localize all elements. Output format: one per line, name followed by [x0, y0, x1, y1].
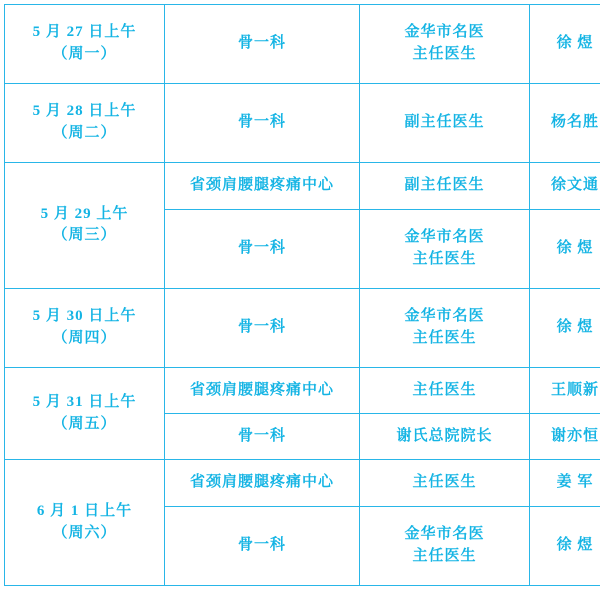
doctor-cell: 徐文通: [530, 163, 600, 209]
department-cell: 骨一科: [165, 506, 360, 585]
title-line-1: 金华市名医: [404, 24, 485, 41]
date-primary: 6 月 1 日上午: [36, 502, 133, 519]
date-weekday: （周六）: [52, 524, 117, 541]
title-cell: [360, 414, 530, 460]
department-cell: 省颈肩腰腿疼痛中心: [165, 460, 360, 506]
date-weekday: （周四）: [52, 329, 117, 346]
date-weekday: （周三）: [52, 227, 117, 244]
title-cell: [360, 84, 530, 163]
title-cell: [360, 163, 530, 209]
schedule-date-cell: [5, 5, 165, 84]
date-weekday: （周一）: [52, 46, 117, 63]
doctor-cell: 徐 煜: [530, 506, 600, 585]
department-cell: 省颈肩腰腿疼痛中心: [165, 163, 360, 209]
table-row: [5, 5, 600, 84]
date-primary: 5 月 29 上午: [40, 205, 129, 222]
table-row: [5, 460, 600, 506]
department-cell: 骨一科: [165, 84, 360, 163]
date-weekday: （周二）: [52, 125, 117, 142]
date-primary: 5 月 31 日上午: [32, 393, 137, 410]
date-primary: 5 月 27 日上午: [32, 24, 137, 41]
title-line-1: 金华市名医: [404, 228, 485, 245]
doctor-cell: 姜 军: [530, 460, 600, 506]
title-cell: [360, 367, 530, 413]
schedule-date-cell: [5, 460, 165, 586]
department-cell: 骨一科: [165, 414, 360, 460]
doctor-cell: 徐 煜: [530, 209, 600, 288]
title-cell: [360, 506, 530, 585]
department-cell: 骨一科: [165, 5, 360, 84]
schedule-table: [4, 4, 600, 586]
date-primary: 5 月 30 日上午: [32, 307, 137, 324]
title-cell: [360, 5, 530, 84]
table-row: [5, 163, 600, 209]
date-weekday: （周五）: [52, 415, 117, 432]
doctor-cell: 杨名胜: [530, 84, 600, 163]
doctor-cell: 徐 煜: [530, 5, 600, 84]
date-primary: 5 月 28 日上午: [32, 103, 137, 120]
title-cell: [360, 460, 530, 506]
doctor-cell: 王顺新: [530, 367, 600, 413]
title-line-1: 主任医生: [412, 381, 477, 398]
department-cell: 省颈肩腰腿疼痛中心: [165, 367, 360, 413]
table-row: [5, 288, 600, 367]
doctor-cell: 谢亦恒: [530, 414, 600, 460]
title-line-1: 谢氏总院院长: [396, 427, 493, 444]
title-line-2: 主任医生: [412, 250, 477, 267]
title-line-1: 金华市名医: [404, 307, 485, 324]
doctor-cell: 徐 煜: [530, 288, 600, 367]
schedule-date-cell: [5, 163, 165, 288]
title-line-2: 主任医生: [412, 46, 477, 63]
title-line-2: 主任医生: [412, 547, 477, 564]
table-row: [5, 367, 600, 413]
title-line-1: 副主任医生: [404, 177, 485, 194]
department-cell: 骨一科: [165, 288, 360, 367]
title-line-1: 副主任医生: [404, 114, 485, 131]
table-row: [5, 84, 600, 163]
title-cell: [360, 288, 530, 367]
schedule-date-cell: [5, 288, 165, 367]
title-line-2: 主任医生: [412, 329, 477, 346]
schedule-date-cell: [5, 84, 165, 163]
department-cell: 骨一科: [165, 209, 360, 288]
title-line-1: 主任医生: [412, 474, 477, 491]
schedule-date-cell: [5, 367, 165, 460]
title-line-1: 金华市名医: [404, 526, 485, 543]
schedule-table-body: [5, 5, 600, 586]
title-cell: [360, 209, 530, 288]
